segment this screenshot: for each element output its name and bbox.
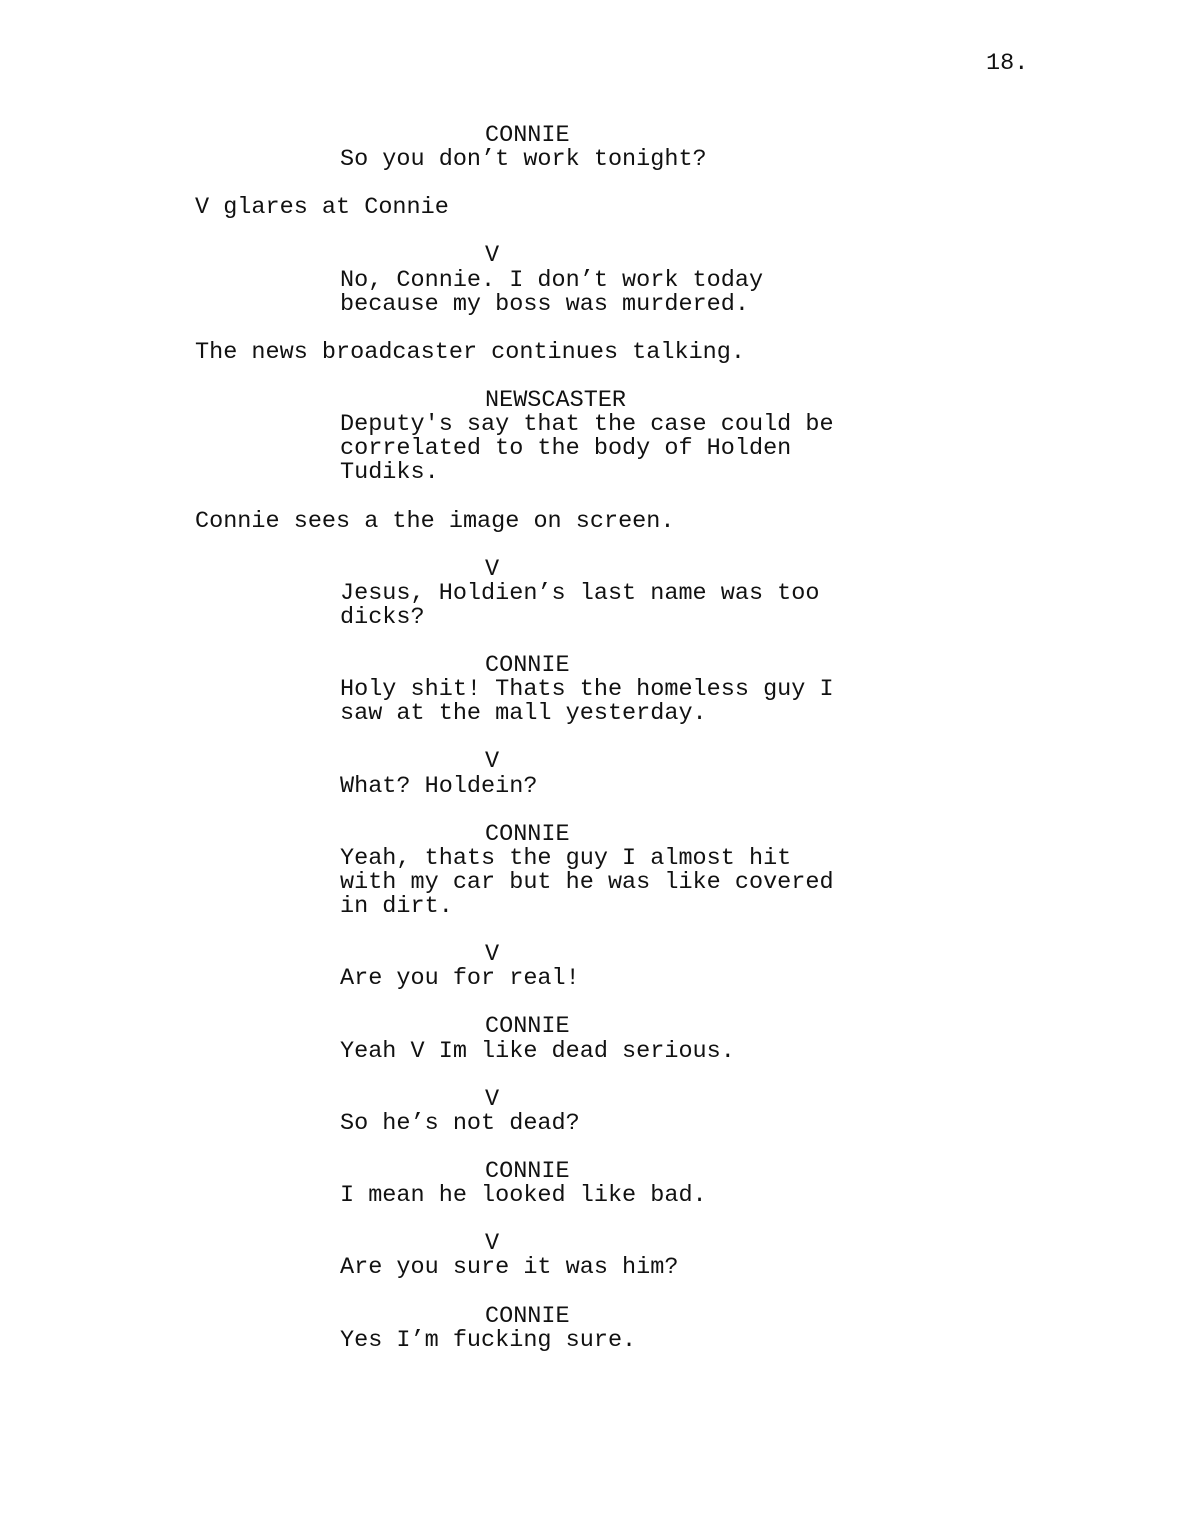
dialogue-block: [0, 967, 1188, 991]
dialogue-text-line: So he’s not dead?: [340, 1109, 580, 1137]
blank-line: [0, 726, 1188, 750]
character-text-line: V: [485, 242, 500, 270]
dialogue-block: [0, 266, 1188, 318]
dialogue-text-line: What? Holdein?: [340, 772, 538, 800]
blank-line: [0, 991, 1188, 1015]
character-text-line: CONNIE: [485, 1302, 570, 1330]
blank-line: [0, 317, 1188, 341]
action-text-line: V glares at Connie: [195, 194, 449, 222]
character-text-line: V: [485, 1230, 500, 1258]
dialogue-text-line: Deputy's say that the case could be: [340, 411, 834, 439]
dialogue-text-line: saw at the mall yesterday.: [340, 700, 707, 728]
blank-line: [0, 220, 1188, 244]
action-line: [0, 507, 1188, 535]
dialogue-block: [0, 148, 1188, 172]
dialogue-text-line: Yeah, thats the guy I almost hit: [340, 844, 792, 872]
blank-line: [0, 1136, 1188, 1160]
character-cue: [0, 820, 1188, 848]
dialogue-text-line: because my boss was murdered.: [340, 290, 749, 318]
blank-line: [0, 172, 1188, 196]
blank-line: [0, 485, 1188, 509]
blank-line: [0, 365, 1188, 389]
character-cue: [0, 1015, 1188, 1039]
action-line: [0, 196, 1188, 220]
dialogue-block: [0, 1326, 1188, 1354]
character-text-line: V: [485, 555, 500, 583]
dialogue-text-line: No, Connie. I don’t work today: [340, 266, 764, 294]
character-text-line: V: [485, 941, 500, 969]
dialogue-text-line: Are you sure it was him?: [340, 1254, 679, 1282]
character-text-line: CONNIE: [485, 820, 570, 848]
blank-line: [0, 919, 1188, 943]
character-cue: [0, 943, 1188, 967]
screenplay-body: [0, 124, 1188, 1353]
dialogue-text-line: correlated to the body of Holden: [340, 435, 792, 463]
dialogue-block: [0, 1037, 1188, 1065]
blank-line: [0, 1064, 1188, 1088]
character-cue: [0, 389, 1188, 413]
character-cue: [0, 1085, 1188, 1113]
dialogue-text-line: Jesus, Holdien’s last name was too: [340, 579, 820, 607]
character-text-line: NEWSCASTER: [485, 387, 627, 415]
action-line: [0, 338, 1188, 366]
dialogue-text-line: Holy shit! Thats the homeless guy I: [340, 676, 834, 704]
dialogue-text-line: dicks?: [340, 603, 425, 631]
dialogue-block: [0, 678, 1188, 726]
character-cue: [0, 1160, 1188, 1184]
dialogue-text-line: Are you for real!: [340, 965, 580, 993]
blank-line: [0, 630, 1188, 654]
blank-line: [0, 1281, 1188, 1305]
page-number: 18.: [986, 50, 1029, 77]
dialogue-block: [0, 413, 1188, 485]
action-text-line: Connie sees a the image on screen.: [195, 507, 675, 535]
dialogue-text-line: So you don’t work tonight?: [340, 146, 707, 174]
character-cue: [0, 244, 1188, 268]
dialogue-block: [0, 844, 1188, 920]
character-text-line: CONNIE: [485, 1013, 570, 1041]
character-text-line: CONNIE: [485, 652, 570, 680]
dialogue-text-line: Tudiks.: [340, 459, 439, 487]
dialogue-block: [0, 1256, 1188, 1280]
dialogue-text-line: Yeah V Im like dead serious.: [340, 1037, 735, 1065]
character-cue: [0, 654, 1188, 678]
dialogue-text-line: I mean he looked like bad.: [340, 1182, 707, 1210]
character-text-line: CONNIE: [485, 1158, 570, 1186]
character-cue: [0, 1232, 1188, 1256]
blank-line: [0, 534, 1188, 558]
character-cue: [0, 124, 1188, 148]
dialogue-text-line: Yes I’m fucking sure.: [340, 1326, 637, 1354]
character-text-line: V: [485, 1085, 500, 1113]
character-cue: [0, 555, 1188, 583]
character-cue: [0, 1302, 1188, 1330]
dialogue-block: [0, 579, 1188, 631]
character-text-line: V: [485, 748, 500, 776]
dialogue-block: [0, 1109, 1188, 1137]
character-text-line: CONNIE: [485, 122, 570, 149]
dialogue-text-line: in dirt.: [340, 893, 453, 920]
dialogue-block: [0, 772, 1188, 800]
blank-line: [0, 1208, 1188, 1232]
blank-line: [0, 799, 1188, 823]
action-text-line: The news broadcaster continues talking.: [195, 338, 745, 366]
character-cue: [0, 750, 1188, 774]
dialogue-block: [0, 1184, 1188, 1208]
dialogue-text-line: with my car but he was like covered: [340, 868, 834, 896]
